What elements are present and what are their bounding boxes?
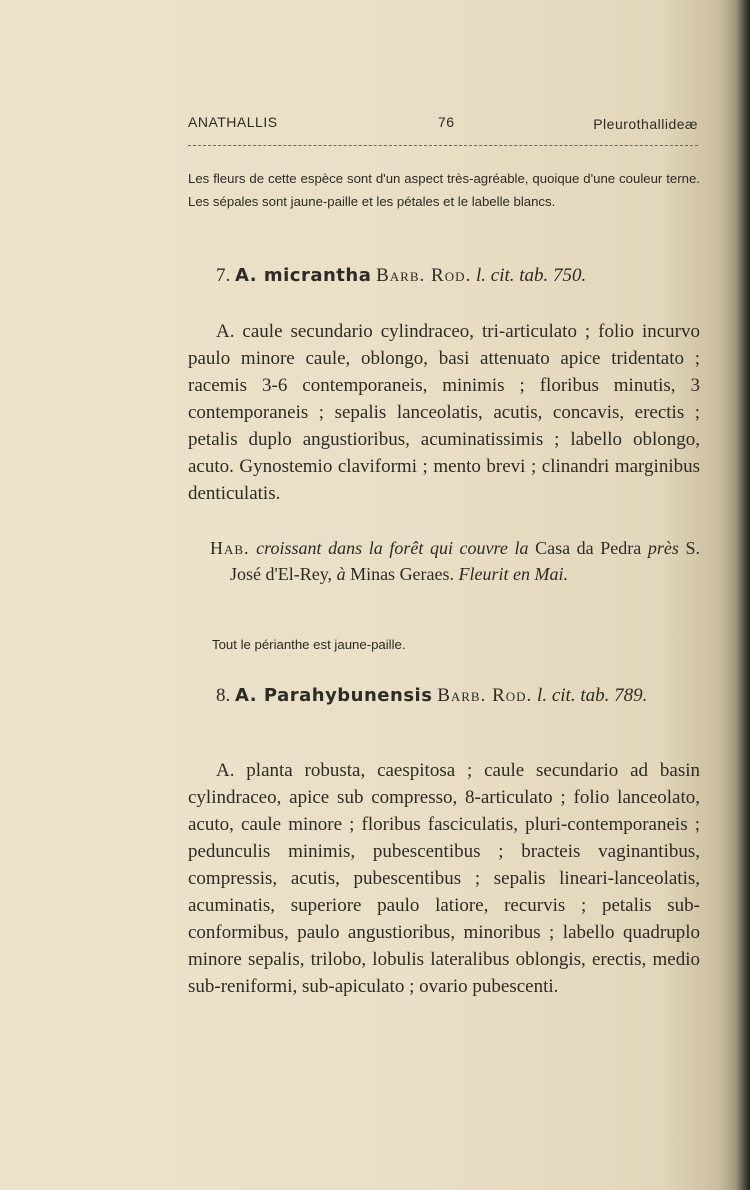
page-number: 76 (438, 114, 455, 130)
species-7-description-text: A. caule secundario cylindraceo, tri-articulato ; folio incurvo paulo minore caule, oblongo, basi attenuato apice tridentato ; racemis 3-6 contemporaneis, minimis ; floribus minutis, 3 contemporaneis ; sepalis lanceolatis, acutis, concavis, erectis ; petalis duplo angustioribus, acuminatissimis ; labello oblongo, acuto. Gynostemio claviformi ; mento brevi ; clinandri marginibus denticulatis. (188, 321, 700, 504)
habitat-flowering: Fleurit en Mai. (458, 564, 569, 584)
species-8-author: Barb. Rod. (437, 685, 533, 706)
note-flowers-text: Les fleurs de cette espèce sont d'un aspect très-agréable, quoique d'une couleur terne. Les sépales sont jaune-paille et les pétales et le labelle blancs. (188, 171, 700, 209)
page-edge-shadow (736, 0, 750, 1190)
species-8-heading (216, 682, 700, 709)
habitat-place-1: Casa da Pedra (535, 538, 642, 558)
species-7-heading (216, 265, 586, 287)
habitat-text-2: près (647, 538, 679, 558)
species-7-description (188, 318, 700, 507)
habitat-place-2: S. José d'El-Rey, (230, 538, 700, 584)
habitat-text-1: croissant dans la forêt qui couvre la (256, 538, 529, 558)
species-8-name: A. Parahybunensis (235, 685, 433, 706)
species-7-habitat (210, 535, 700, 587)
note-perianth-text: Tout le périanthe est jaune-paille. (212, 637, 406, 652)
habitat-place-3: Minas Geraes. (350, 564, 455, 584)
habitat-text-3: à (336, 564, 346, 584)
header-family: Pleurothallideæ (593, 116, 698, 132)
species-8-ref: l. cit. tab. 789. (537, 685, 648, 706)
note-flowers (188, 168, 700, 213)
running-header (188, 114, 698, 136)
species-8-description-text: A. planta robusta, caespitosa ; caule secundario ad basin cylindraceo, apice sub compresso, 8-articulato ; folio lanceolato, acuto, caule minore ; floribus fasciculatis, pluri-contemporaneis ; pedunculis minimis, pubescentibus ; bracteis vaginantibus, compressis, acutis, pubescentibus ; sepalis lineari-lanceolatis, acuminatis, superiore paulo latiore, recurvis ; petalis sub-conformibus, paulo angustioribus, minoribus ; labello quadruplo minore sepalis, trilobo, lobulis lateralibus oblongis, erectis, medio sub-reniformi, sub-apiculato ; ovario pubescenti. (188, 760, 700, 997)
species-8-number: 8. (216, 685, 231, 706)
species-7-number: 7. (216, 265, 231, 286)
header-genus: ANATHALLIS (188, 114, 278, 130)
species-7-name: A. micrantha (235, 265, 372, 286)
species-7-ref: l. cit. tab. 750. (475, 265, 587, 286)
note-perianth (212, 634, 692, 657)
species-7-author: Barb. Rod. (376, 265, 472, 286)
species-8-description (188, 757, 700, 1000)
habitat-label: Hab. (210, 538, 250, 558)
header-rule (188, 145, 698, 146)
